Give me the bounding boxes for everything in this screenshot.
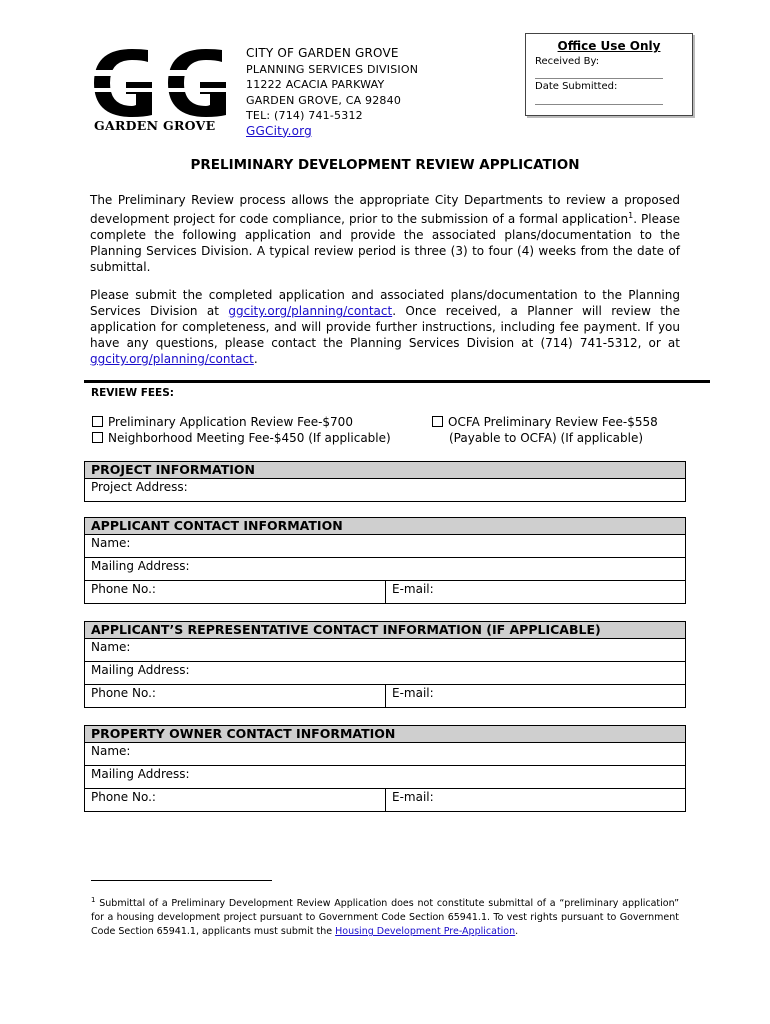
project-info-heading: PROJECT INFORMATION (85, 462, 685, 479)
owner-mailing-field[interactable] (85, 765, 685, 788)
applicant-heading: APPLICANT CONTACT INFORMATION (85, 518, 685, 535)
section-divider (84, 380, 710, 383)
applicant-name-label: Name: (91, 536, 131, 550)
representative-email-label: E-mail: (392, 686, 434, 700)
owner-phone-field[interactable] (85, 788, 685, 811)
division-name: PLANNING SERVICES DIVISION (246, 62, 419, 76)
office-use-box (525, 33, 693, 116)
fee-item-ocfa[interactable] (432, 414, 658, 430)
intro-text-1: The Preliminary Review process allows the appropriate City Departments to review a proposed development project for code compliance, prior to the submission of a formal application (90, 193, 680, 226)
org-name: CITY OF GARDEN GROVE (246, 46, 399, 60)
owner-section (84, 725, 686, 812)
city-logo (90, 48, 230, 138)
fee-label-neighborhood: Neighborhood Meeting Fee-$450 (If applicable) (108, 431, 391, 445)
footnote-marker: 1 (91, 896, 96, 904)
housing-preapplication-link[interactable]: Housing Development Pre-Application (335, 926, 516, 938)
applicant-mailing-label: Mailing Address: (91, 559, 190, 573)
representative-mailing-field[interactable] (85, 661, 685, 684)
intro-paragraph-1 (90, 192, 680, 275)
received-by-label: Received By: (535, 56, 600, 67)
logo-wordmark: GARDEN GROVE (94, 118, 216, 133)
telephone: TEL: (714) 741-5312 (246, 109, 363, 122)
checkbox-neighborhood-fee[interactable] (92, 432, 103, 443)
date-submitted-line[interactable] (535, 104, 663, 105)
footnote-rule (91, 880, 272, 881)
applicant-phone-field[interactable] (85, 580, 685, 603)
representative-mailing-label: Mailing Address: (91, 663, 190, 677)
applicant-mailing-field[interactable] (85, 557, 685, 580)
website-link[interactable]: GGCity.org (246, 123, 312, 138)
applicant-phone-label: Phone No.: (91, 582, 156, 596)
applicant-email-label: E-mail: (392, 582, 434, 596)
street-address: 11222 ACACIA PARKWAY (246, 78, 385, 91)
representative-section (84, 621, 686, 708)
fee-item-preliminary[interactable] (92, 414, 353, 430)
project-address-field[interactable] (85, 479, 685, 501)
owner-name-field[interactable] (85, 743, 685, 765)
representative-name-field[interactable] (85, 639, 685, 661)
representative-name-label: Name: (91, 640, 131, 654)
project-info-section (84, 461, 686, 502)
owner-mailing-label: Mailing Address: (91, 767, 190, 781)
intro-text-1-end: . Please complete the following application and provide the associated plans/documentation to the Planning Services Division. A typical review period is three (3) to four (4) weeks from the date of submittal. (90, 212, 680, 274)
intro-text-2b: . Once received, a Planner will review the application for completeness, and will provide further instructions, including fee payment. If you have any questions, please contact the Planning Services Division at (714) 741-5312, or at (90, 304, 680, 350)
review-fees-label: REVIEW FEES: (91, 387, 174, 399)
representative-phone-field[interactable] (85, 684, 685, 707)
representative-email-field[interactable] (385, 685, 434, 707)
footnote (91, 893, 679, 939)
page-title: PRELIMINARY DEVELOPMENT REVIEW APPLICATION (190, 157, 580, 173)
intro-text-2c: . (253, 352, 258, 366)
office-use-title: Office Use Only (557, 39, 661, 53)
owner-email-field[interactable] (385, 789, 434, 811)
checkbox-preliminary-fee[interactable] (92, 416, 103, 427)
intro-text-2a: Please submit the completed application and associated plans/documentation to the Planning Services Division at (90, 288, 680, 318)
fee-item-neighborhood[interactable] (92, 430, 391, 446)
owner-name-label: Name: (91, 744, 131, 758)
owner-email-label: E-mail: (392, 790, 434, 804)
fee-label-preliminary: Preliminary Application Review Fee-$700 (108, 415, 353, 429)
footnote-text: Submittal of a Preliminary Development Review Application does not constitute submittal of a “preliminary application” for a housing development project pursuant to Government Code Section 65941.1. To vest rights pursuant to Government Code Section 65941.1, applicants must submit the (91, 898, 679, 938)
city-state-zip: GARDEN GROVE, CA 92840 (246, 93, 402, 107)
footnote-ref: 1 (628, 211, 634, 220)
representative-phone-label: Phone No.: (91, 686, 156, 700)
applicant-name-field[interactable] (85, 535, 685, 557)
fee-note-ocfa: (Payable to OCFA) (If applicable) (449, 431, 644, 445)
date-submitted-label: Date Submitted: (535, 81, 618, 92)
project-address-label: Project Address: (91, 480, 188, 494)
fee-label-ocfa: OCFA Preliminary Review Fee-$558 (448, 415, 658, 429)
address-block (246, 46, 418, 139)
footnote-end: . (515, 926, 519, 938)
gg-logo-mark (90, 48, 230, 118)
checkbox-ocfa-fee[interactable] (432, 416, 443, 427)
received-by-line[interactable] (535, 78, 663, 79)
applicant-section (84, 517, 686, 604)
contact-link-2[interactable]: ggcity.org/planning/contact (90, 352, 254, 366)
owner-phone-label: Phone No.: (91, 790, 156, 804)
contact-link-1[interactable]: ggcity.org/planning/contact (228, 304, 393, 318)
representative-heading: APPLICANT’S REPRESENTATIVE CONTACT INFORMATION (IF APPLICABLE) (85, 622, 685, 639)
intro-paragraph-2 (90, 287, 680, 367)
applicant-email-field[interactable] (385, 581, 434, 603)
owner-heading: PROPERTY OWNER CONTACT INFORMATION (85, 726, 685, 743)
